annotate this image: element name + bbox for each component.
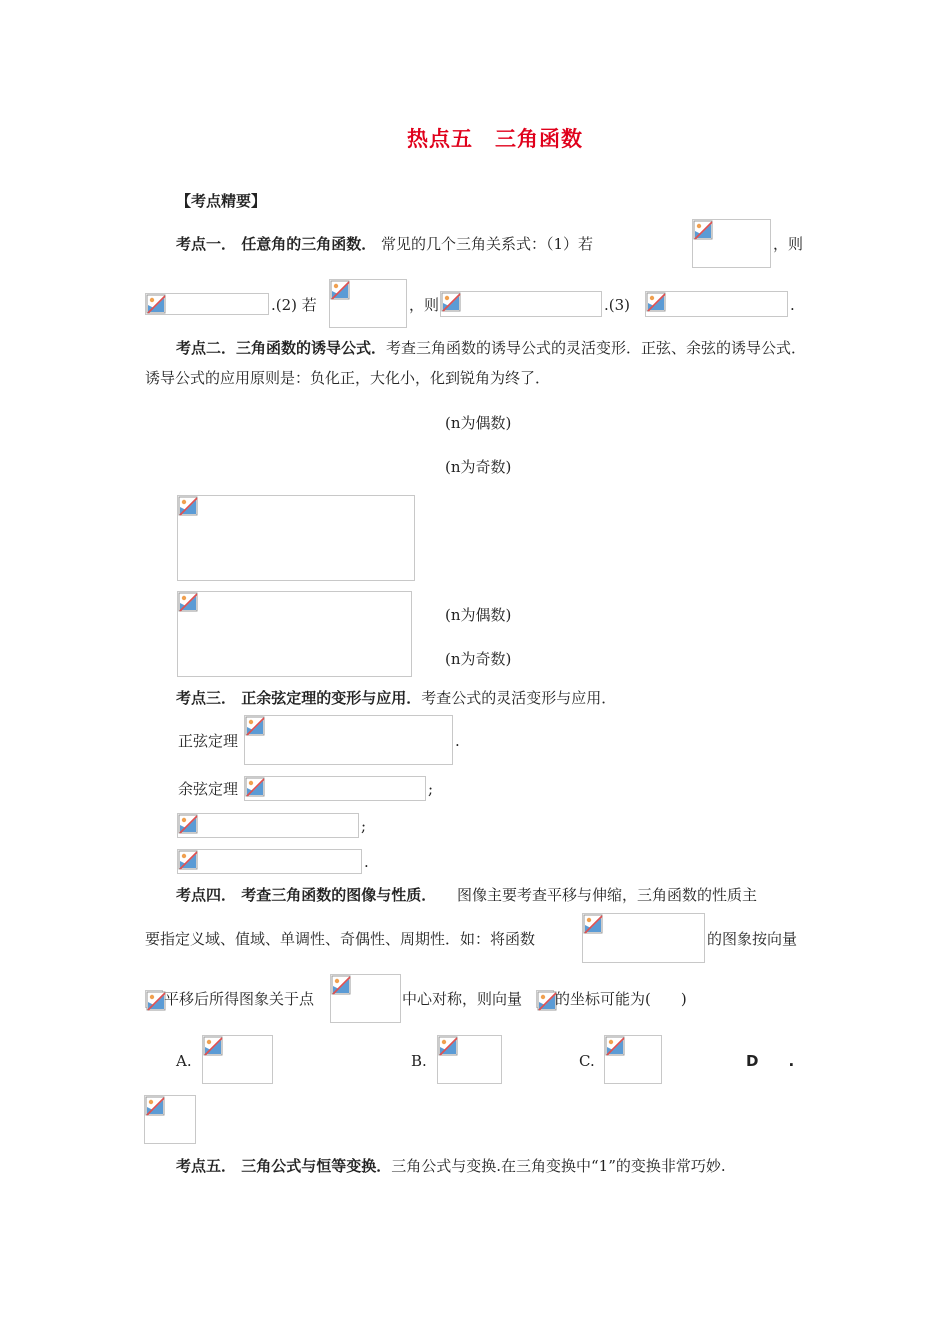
kp3-heading: 考点三． 正余弦定理的变形与应用． bbox=[176, 689, 422, 707]
formula-image bbox=[536, 990, 554, 1008]
kp1-line1 bbox=[176, 234, 593, 254]
broken-image-icon bbox=[245, 777, 265, 797]
broken-image-icon bbox=[245, 716, 265, 736]
kp1-p2: .(2) 若 bbox=[271, 296, 317, 314]
kp3-cosine-law-label: 余弦定理 bbox=[178, 780, 239, 798]
option-c-label: C. bbox=[579, 1052, 595, 1070]
formula-image bbox=[645, 291, 788, 317]
kp4-text3: 平移后所得图象关于点 bbox=[164, 990, 315, 1008]
kp2-n-even-1: (n为偶数) bbox=[445, 414, 512, 432]
kp3-semicolon-1: ; bbox=[428, 780, 434, 798]
broken-image-icon bbox=[178, 814, 198, 834]
option-d-image bbox=[144, 1095, 196, 1144]
kp1-then2: ，则 bbox=[409, 296, 440, 314]
formula-image bbox=[177, 591, 412, 677]
kp2-heading: 考点二．三角函数的诱导公式． bbox=[176, 339, 387, 357]
broken-image-icon bbox=[178, 592, 198, 612]
formula-image bbox=[244, 715, 453, 765]
kp2-n-odd-1: (n为奇数) bbox=[445, 458, 512, 476]
kp1-then: ，则 bbox=[773, 235, 804, 253]
kp1-text: 常见的几个三角关系式：（1）若 bbox=[381, 235, 594, 253]
kp4-line1 bbox=[176, 885, 436, 905]
kp3-line bbox=[176, 688, 616, 708]
option-c-image bbox=[604, 1035, 662, 1084]
broken-image-icon bbox=[178, 850, 198, 870]
broken-image-icon bbox=[537, 991, 557, 1011]
broken-image-icon bbox=[583, 914, 603, 934]
broken-image-icon bbox=[646, 292, 666, 312]
broken-image-icon bbox=[146, 294, 166, 314]
kp3-period-2: . bbox=[364, 853, 369, 871]
kp1-heading: 考点一． 任意角的三角函数． bbox=[176, 235, 377, 253]
kp4-text1-part: 图像主要考查平移与伸缩，三角函数的性质主 bbox=[457, 886, 758, 904]
formula-image bbox=[330, 974, 401, 1023]
broken-image-icon bbox=[438, 1036, 458, 1056]
page-title: 热点五 三角函数 bbox=[407, 127, 583, 151]
broken-image-icon bbox=[331, 975, 351, 995]
broken-image-icon bbox=[605, 1036, 625, 1056]
kp1-p3: .(3) bbox=[604, 296, 631, 314]
kp4-text1-rest: 要指定义域、值域、单调性、奇偶性、周期性．如：将函数 bbox=[145, 930, 536, 948]
broken-image-icon bbox=[178, 496, 198, 516]
kp4-text5: 的坐标可能为( ) bbox=[555, 990, 687, 1008]
kp2-n-even-2: (n为偶数) bbox=[445, 606, 512, 624]
kp5-heading: 考点五． 三角公式与恒等变换． bbox=[176, 1157, 392, 1175]
kp2-n-odd-2: (n为奇数) bbox=[445, 650, 512, 668]
formula-image bbox=[177, 849, 362, 874]
kp2-text: 考查三角函数的诱导公式的灵活变形．正弦、余弦的诱导公式．诱导公式的应用原则是：负化正，大化小，化到锐角为终了． bbox=[145, 339, 807, 387]
option-b-image bbox=[437, 1035, 502, 1084]
formula-image bbox=[177, 813, 359, 838]
kp5-line bbox=[176, 1156, 726, 1176]
broken-image-icon bbox=[203, 1036, 223, 1056]
broken-image-icon bbox=[146, 991, 166, 1011]
option-a-label: A. bbox=[176, 1052, 192, 1070]
kp4-text4: 中心对称，则向量 bbox=[402, 990, 523, 1008]
formula-image bbox=[244, 776, 426, 801]
kp2-paragraph bbox=[145, 333, 807, 393]
option-a-image bbox=[202, 1035, 273, 1084]
option-b-label: B. bbox=[411, 1052, 427, 1070]
formula-image bbox=[329, 279, 407, 328]
option-d-label: D . bbox=[746, 1052, 795, 1070]
kp3-sine-law-label: 正弦定理 bbox=[178, 732, 239, 750]
kp3-semicolon-2: ; bbox=[361, 817, 367, 835]
formula-image bbox=[692, 219, 771, 268]
broken-image-icon bbox=[693, 220, 713, 240]
kp1-end: . bbox=[790, 296, 795, 314]
formula-image bbox=[440, 291, 602, 317]
kp4-text2: 的图象按向量 bbox=[707, 930, 798, 948]
kp5-text: 三角公式与变换.在三角变换中“1”的变换非常巧妙. bbox=[391, 1157, 726, 1175]
formula-image bbox=[582, 913, 705, 963]
section-header: 【考点精要】 bbox=[176, 192, 267, 210]
broken-image-icon bbox=[145, 1096, 165, 1116]
formula-image bbox=[145, 293, 269, 315]
broken-image-icon bbox=[441, 292, 461, 312]
formula-image bbox=[145, 990, 163, 1008]
formula-image bbox=[177, 495, 415, 581]
kp3-text: 考查公式的灵活变形与应用． bbox=[421, 689, 617, 707]
broken-image-icon bbox=[330, 280, 350, 300]
kp3-period: . bbox=[455, 732, 460, 750]
kp4-heading: 考点四． 考查三角函数的图像与性质． bbox=[176, 886, 437, 904]
